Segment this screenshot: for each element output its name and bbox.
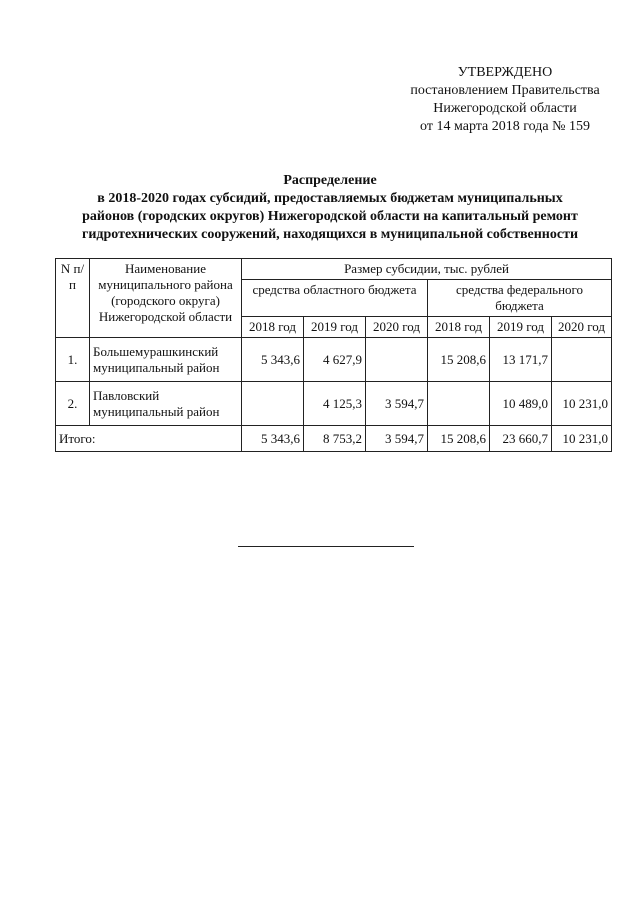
row-num: 1. — [56, 338, 90, 382]
table-header-row — [56, 259, 612, 280]
header-num: N п/п — [56, 259, 90, 338]
approval-line: Нижегородской области — [433, 101, 577, 116]
row-value: 3 594,7 — [366, 382, 428, 426]
row-value: 5 343,6 — [242, 338, 304, 382]
row-value — [428, 382, 490, 426]
table-row — [56, 338, 612, 382]
approval-stamp — [380, 64, 630, 136]
total-value: 10 231,0 — [552, 426, 612, 452]
title-line: Распределение — [283, 173, 377, 188]
row-value: 15 208,6 — [428, 338, 490, 382]
title-line: гидротехнических сооружений, находящихся в муниципальной собственности — [81, 227, 579, 242]
total-label: Итого: — [56, 426, 242, 452]
header-regional: средства областного бюджета — [242, 280, 428, 317]
header-year: 2020 год — [552, 317, 612, 338]
total-value: 3 594,7 — [366, 426, 428, 452]
header-year: 2019 год — [304, 317, 366, 338]
total-value: 15 208,6 — [428, 426, 490, 452]
closing-line — [238, 546, 414, 547]
row-value: 13 171,7 — [490, 338, 552, 382]
row-value: 10 231,0 — [552, 382, 612, 426]
title-line: в 2018-2020 годах субсидий, предоставляемых бюджетам муниципальных — [97, 191, 563, 206]
header-size: Размер субсидии, тыс. рублей — [242, 259, 612, 280]
header-federal: средства федерального бюджета — [428, 280, 612, 317]
approval-line: постановлением Правительства — [410, 83, 600, 98]
row-value: 4 125,3 — [304, 382, 366, 426]
header-year: 2019 год — [490, 317, 552, 338]
header-year: 2020 год — [366, 317, 428, 338]
document-title — [50, 172, 610, 244]
row-value: 10 489,0 — [490, 382, 552, 426]
approval-date: от 14 марта 2018 года № 159 — [420, 119, 590, 134]
table-row — [56, 382, 612, 426]
total-value: 8 753,2 — [304, 426, 366, 452]
title-line: районов (городских округов) Нижегородской области на капитальный ремонт — [82, 209, 578, 224]
header-name: Наименование муниципального района (городского округа) Нижегородской области — [90, 259, 242, 338]
row-name: Большемурашкинский муниципальный район — [90, 338, 242, 382]
row-value: 4 627,9 — [304, 338, 366, 382]
table-total-row — [56, 426, 612, 452]
row-value — [366, 338, 428, 382]
header-year: 2018 год — [242, 317, 304, 338]
row-value — [242, 382, 304, 426]
total-value: 5 343,6 — [242, 426, 304, 452]
row-value — [552, 338, 612, 382]
approval-heading: УТВЕРЖДЕНО — [457, 65, 553, 80]
total-value: 23 660,7 — [490, 426, 552, 452]
row-num: 2. — [56, 382, 90, 426]
subsidy-table — [55, 258, 612, 452]
row-name: Павловский муниципальный район — [90, 382, 242, 426]
header-year: 2018 год — [428, 317, 490, 338]
